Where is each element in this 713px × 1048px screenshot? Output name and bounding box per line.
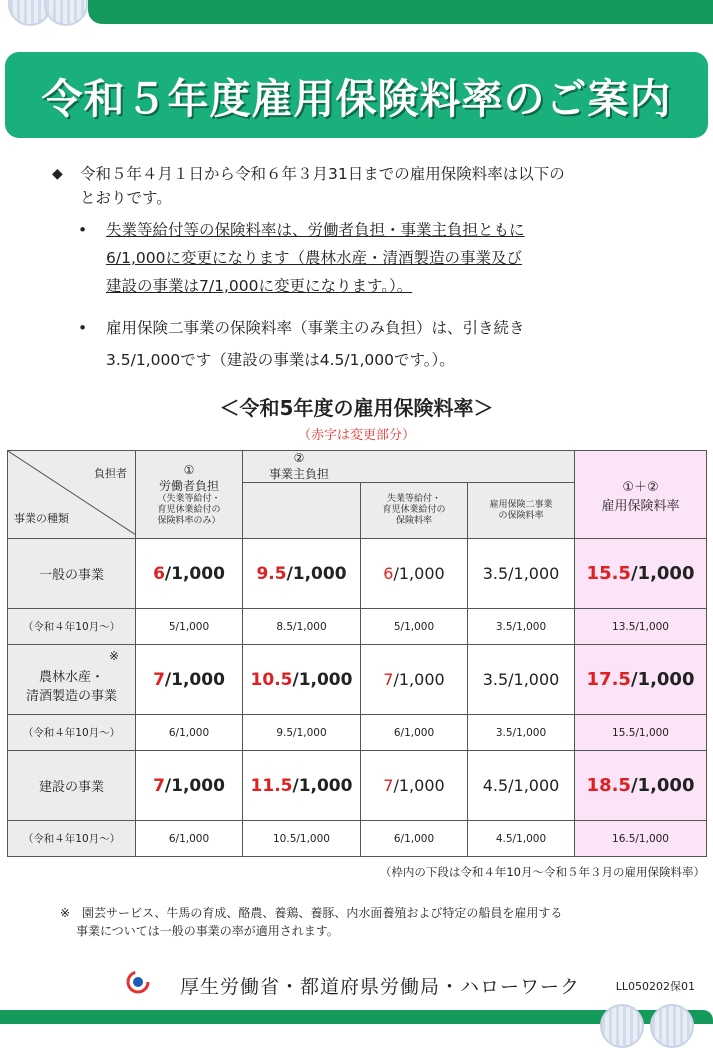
table-title: ＜令和5年度の雇用保険料率＞ (219, 396, 494, 420)
table-row (8, 539, 707, 609)
cell-highlight: 7 (153, 669, 165, 690)
cell-rest: /1,000 (630, 669, 695, 690)
prev-two-projects: 4.5/1,000 (468, 821, 575, 857)
header-worker-note-1: （失業等給付・ (157, 493, 221, 504)
prev-employer: 9.5/1,000 (243, 715, 361, 751)
header-two-projects (468, 483, 575, 539)
cell-rest: /1,000 (393, 564, 445, 583)
cell-highlight: 6 (383, 564, 394, 583)
table-row-prev (8, 609, 707, 645)
asterisk-mark: ※ (108, 649, 119, 663)
table-row-prev (8, 715, 707, 751)
bullet1-line-1: 失業等給付等の保険料率は、労働者負担・事業主負担ともに (106, 221, 525, 239)
cell-worker (136, 751, 243, 821)
header-worker-label: 労働者負担 (158, 478, 219, 493)
header-unemp-1: 失業等給付・ (386, 494, 441, 504)
cell-highlight: 17.5 (586, 669, 631, 690)
header-business-type: 事業の種類 (14, 512, 69, 525)
prev-total: 15.5/1,000 (575, 715, 707, 751)
cell-highlight: 11.5 (250, 775, 293, 796)
cell-rest: /1,000 (286, 563, 347, 584)
header-total-label: 雇用保険料率 (601, 498, 680, 514)
cell-employer (243, 751, 361, 821)
ministry-logo-icon (126, 970, 150, 994)
cell-worker (136, 645, 243, 715)
table-row (8, 751, 707, 821)
header-payer: 負担者 (94, 467, 127, 480)
decor-circle-right (44, 0, 88, 26)
prev-two-projects: 3.5/1,000 (468, 609, 575, 645)
row-name-line-1: 農林水産・ (38, 669, 104, 685)
prev-label: （令和４年10月～） (8, 821, 136, 857)
prev-unemployment: 6/1,000 (361, 821, 468, 857)
cell-highlight: 6 (153, 563, 165, 584)
bullet2-line-2: 3.5/1,000です（建設の事業は4.5/1,000です。）。 (106, 351, 455, 369)
header-corner-cell (8, 451, 136, 539)
row-name-line-2: 清酒製造の事業 (25, 688, 117, 704)
cell-highlight: 10.5 (250, 669, 293, 690)
table-subtitle: （赤字は変更部分） (297, 428, 415, 443)
cell-highlight: 18.5 (586, 775, 631, 796)
cell-highlight: 7 (153, 775, 165, 796)
row-name: 一般の事業 (8, 539, 136, 609)
header-unemp-3: 保険料率 (395, 516, 432, 526)
cell-unemployment (361, 751, 468, 821)
header-unemployment (361, 483, 468, 539)
bullet1-line-3: 建設の事業は7/1,000に変更になります。）。 (106, 277, 413, 295)
cell-rest: /1,000 (292, 775, 353, 796)
asterisk-note-line-1: ※ 園芸サービス、牛馬の育成、酪農、養鶏、養豚、内水面養殖および特定の船員を雇用する (60, 906, 563, 920)
table-row-prev (8, 821, 707, 857)
header-worker-note-2: 育児休業給付の (157, 504, 221, 515)
prev-worker: 6/1,000 (136, 715, 243, 751)
header-employer-label: 事業主負担 (269, 467, 330, 481)
prev-label: （令和４年10月～） (8, 715, 136, 751)
row-name: 建設の事業 (8, 751, 136, 821)
title-banner (5, 52, 708, 138)
prev-worker: 6/1,000 (136, 821, 243, 857)
header-worker-num: ① (183, 462, 195, 477)
cell-unemployment (361, 645, 468, 715)
cell-highlight: 15.5 (586, 563, 631, 584)
decor-circle-bottom-2 (650, 1004, 694, 1048)
cell-rest: /1,000 (393, 670, 445, 689)
prev-unemployment: 6/1,000 (361, 715, 468, 751)
top-decor-bar (88, 0, 713, 24)
rates-table (7, 450, 707, 857)
table-footnote: （枠内の下段は令和４年10月～令和５年３月の雇用保険料率） (379, 865, 705, 879)
cell-two-projects: 4.5/1,000 (468, 751, 575, 821)
prev-total: 13.5/1,000 (575, 609, 707, 645)
cell-two-projects: 3.5/1,000 (468, 645, 575, 715)
row-name (8, 645, 136, 715)
cell-two-projects: 3.5/1,000 (468, 539, 575, 609)
cell-rest: /1,000 (164, 563, 225, 584)
cell-highlight: 7 (383, 776, 394, 795)
footer-code: LL050202保01 (615, 980, 695, 993)
cell-total (575, 539, 707, 609)
asterisk-note-line-2: 事業については一般の事業の率が適用されます。 (76, 924, 339, 938)
cell-rest: /1,000 (164, 775, 225, 796)
prev-worker: 5/1,000 (136, 609, 243, 645)
cell-rest: /1,000 (164, 669, 225, 690)
cell-employer (243, 539, 361, 609)
cell-rest: /1,000 (630, 775, 695, 796)
bullet-dot-icon: • (78, 319, 88, 337)
header-two-2: の保険料率 (498, 510, 544, 521)
header-worker (136, 451, 243, 539)
bullet-unemployment (78, 216, 626, 300)
diamond-bullet-icon: ◆ (52, 166, 63, 182)
cell-highlight: 7 (383, 670, 394, 689)
header-employer-blank (243, 483, 361, 539)
prev-employer: 10.5/1,000 (243, 821, 361, 857)
cell-worker (136, 539, 243, 609)
header-two-1: 雇用保険二事業 (489, 499, 553, 510)
intro-line-1: 令和５年４月１日から令和６年３月31日までの雇用保険料率は以下の (80, 165, 565, 183)
bullet-two-projects (78, 312, 626, 376)
prev-total: 16.5/1,000 (575, 821, 707, 857)
cell-employer (243, 645, 361, 715)
prev-employer: 8.5/1,000 (243, 609, 361, 645)
header-total (575, 451, 707, 539)
header-employer-num: ② (293, 451, 305, 465)
footer-organization: 厚生労働省・都道府県労働局・ハローワーク (180, 976, 581, 998)
page-title: 令和５年度雇用保険料率のご案内 (41, 75, 672, 123)
header-worker-note-3: 保険料率のみ） (157, 515, 221, 526)
header-employer (243, 451, 575, 483)
table-header-row (8, 451, 707, 483)
cell-unemployment (361, 539, 468, 609)
cell-total (575, 645, 707, 715)
asterisk-note (60, 904, 680, 940)
bullet2-line-1: 雇用保険二事業の保険料率（事業主のみ負担）は、引き続き (106, 319, 525, 337)
prev-unemployment: 5/1,000 (361, 609, 468, 645)
prev-label: （令和４年10月～） (8, 609, 136, 645)
intro-paragraph (52, 162, 652, 210)
cell-highlight: 9.5 (256, 563, 287, 584)
cell-total (575, 751, 707, 821)
bullet1-line-2: 6/1,000に変更になります（農林水産・清酒製造の事業及び (106, 249, 522, 267)
cell-rest: /1,000 (292, 669, 353, 690)
bullet-dot-icon: • (78, 221, 88, 239)
decor-circle-bottom-1 (600, 1004, 644, 1048)
intro-line-2: とおりです。 (80, 189, 172, 207)
cell-rest: /1,000 (630, 563, 695, 584)
header-unemp-2: 育児休業給付の (382, 505, 446, 515)
cell-rest: /1,000 (393, 776, 445, 795)
header-total-num: ①＋② (622, 479, 659, 495)
prev-two-projects: 3.5/1,000 (468, 715, 575, 751)
table-row (8, 645, 707, 715)
